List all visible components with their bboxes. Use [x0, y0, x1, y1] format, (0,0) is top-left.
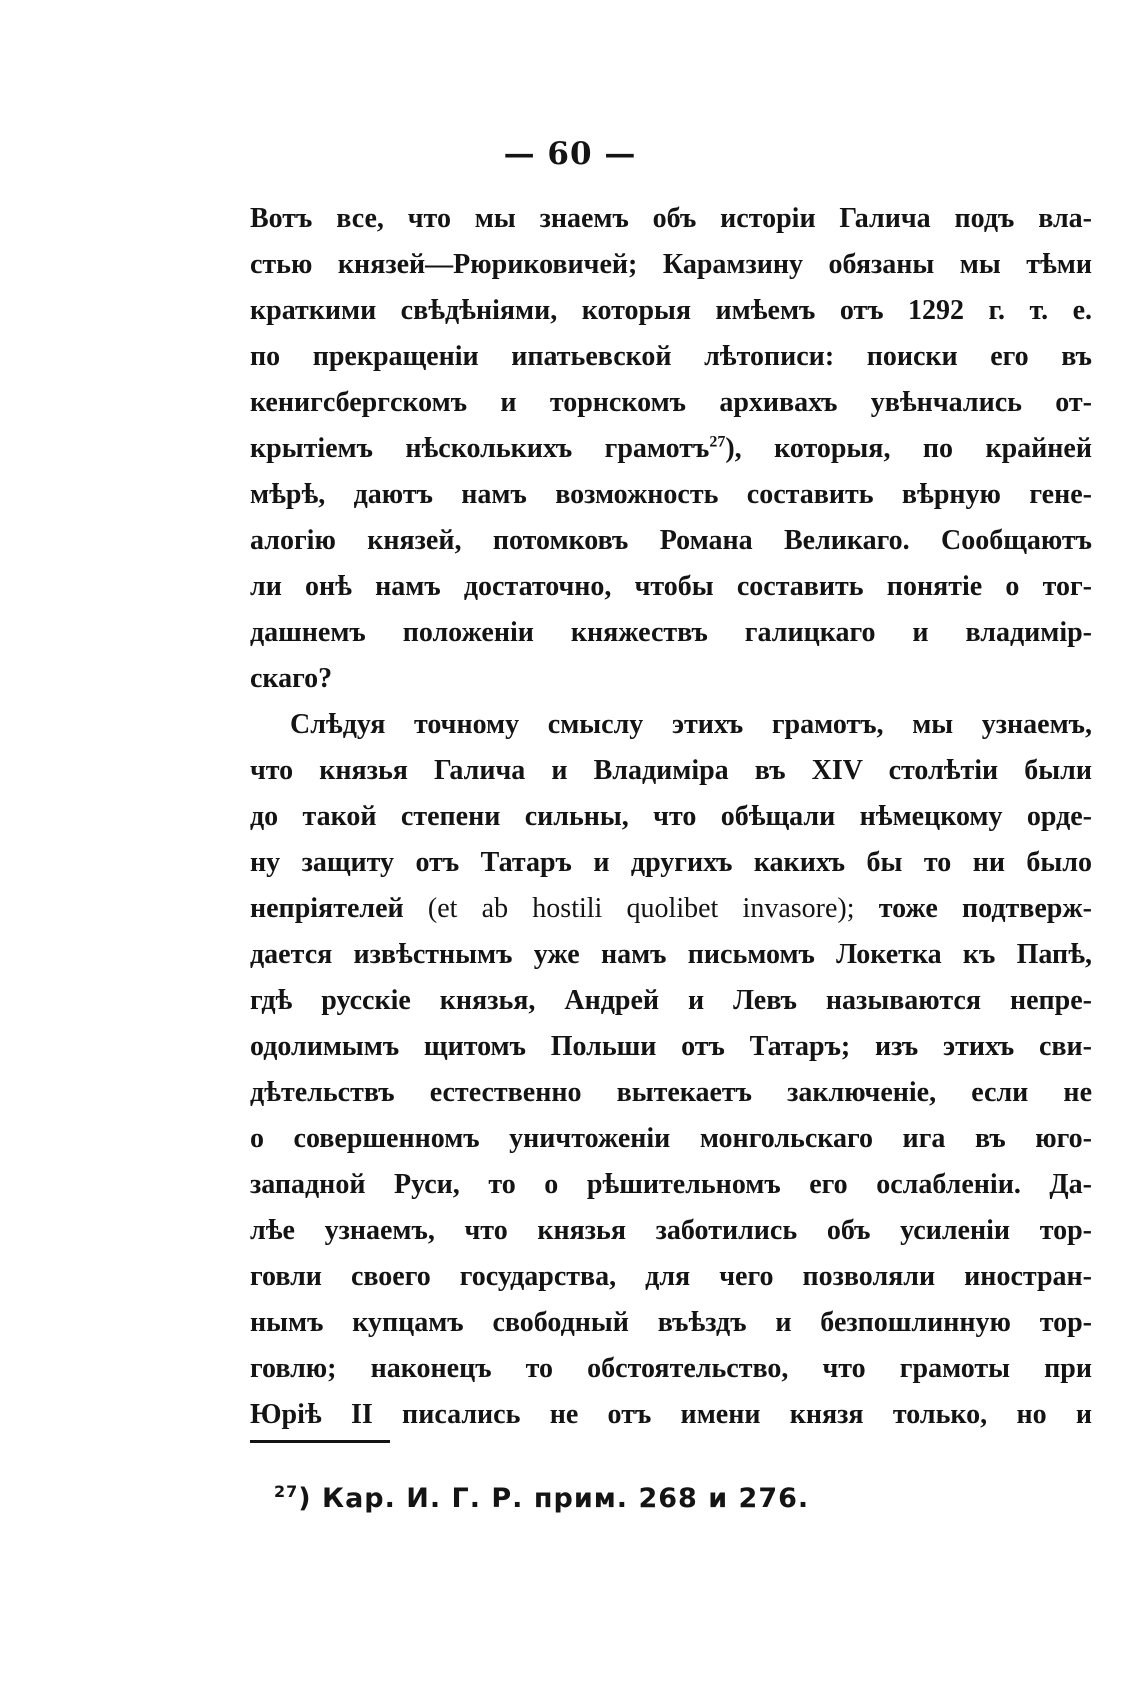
text-line: говлю; наконецъ то обстоятельство, что грамоты при	[250, 1353, 1092, 1384]
text-line: стью князей—Рюриковичей; Карамзину обязаны мы тѣми	[250, 249, 1092, 280]
text-line: краткими свѣдѣніями, которыя имѣемъ отъ 1292 г. т. е.	[250, 295, 1092, 326]
text-line: западной Руси, то о рѣшительномъ его ослабленіи. Да-	[250, 1169, 1092, 1200]
text-line	[250, 886, 1092, 932]
text-segment: крытіемъ нѣсколькихъ грамотъ	[250, 433, 710, 464]
text-line: Вотъ все, что мы знаемъ объ исторіи Галича подъ вла-	[250, 203, 1092, 234]
text-line	[250, 426, 1092, 472]
text-line: до такой степени сильны, что обѣщали нѣмецкому орде-	[250, 801, 1092, 832]
text-line: алогію князей, потомковъ Романа Великаго. Сообщаютъ	[250, 525, 1092, 556]
footnote	[274, 1483, 809, 1514]
text-line: ли онѣ намъ достаточно, чтобы составить понятіе о тог-	[250, 571, 1092, 602]
text-line: мѣрѣ, даютъ намъ возможность составить вѣрную гене-	[250, 479, 1092, 510]
text-line: по прекращеніи ипатьевской лѣтописи: поиски его въ	[250, 341, 1092, 372]
text-line: кенигсбергскомъ и торнскомъ архивахъ увѣнчались от-	[250, 387, 1092, 418]
text-line: гдѣ русскіе князья, Андрей и Левъ называются непре-	[250, 985, 1092, 1016]
text-line: что князья Галича и Владиміра въ XIV столѣтіи были	[250, 755, 1092, 786]
text-line: нымъ купцамъ свободный въѣздъ и безпошлинную тор-	[250, 1307, 1092, 1338]
footnote-marker: 27	[274, 1482, 299, 1501]
text-line: дается извѣстнымъ уже намъ письмомъ Локетка къ Папѣ,	[250, 939, 1092, 970]
text-segment: ), которыя, по крайней	[725, 433, 1092, 464]
text-line: дашнемъ положеніи княжествъ галицкаго и владимір-	[250, 617, 1092, 648]
text-segment: тоже подтверж-	[878, 893, 1093, 924]
text-segment: непріятелей	[250, 893, 404, 924]
page-number: — 60 —	[503, 136, 637, 172]
text-line: одолимымъ щитомъ Польши отъ Татаръ; изъ этихъ сви-	[250, 1031, 1092, 1062]
text-line: ну защиту отъ Татаръ и другихъ какихъ бы то ни было	[250, 847, 1092, 878]
text-line: говли своего государства, для чего позволяли иностран-	[250, 1261, 1092, 1292]
text-line: скаго?	[250, 663, 333, 694]
latin-quote: (et ab hostili quolibet invasore);	[427, 893, 855, 924]
text-line: дѣтельствъ естественно вытекаетъ заключеніе, если не	[250, 1077, 1092, 1108]
text-line: Юріѣ II писались не отъ имени князя только, но и	[250, 1399, 1092, 1430]
text-line: о совершенномъ уничтоженіи монгольскаго ига въ юго-	[250, 1123, 1092, 1154]
text-line: Слѣдуя точному смыслу этихъ грамотъ, мы узнаемъ,	[290, 709, 1092, 740]
footnote-ref: 27	[709, 433, 726, 451]
footnote-text: ) Кар. И. Г. Р. прим. 268 и 276.	[298, 1483, 810, 1514]
footnote-divider	[250, 1440, 390, 1443]
text-line: лѣе узнаемъ, что князья заботились объ усиленіи тор-	[250, 1215, 1092, 1246]
